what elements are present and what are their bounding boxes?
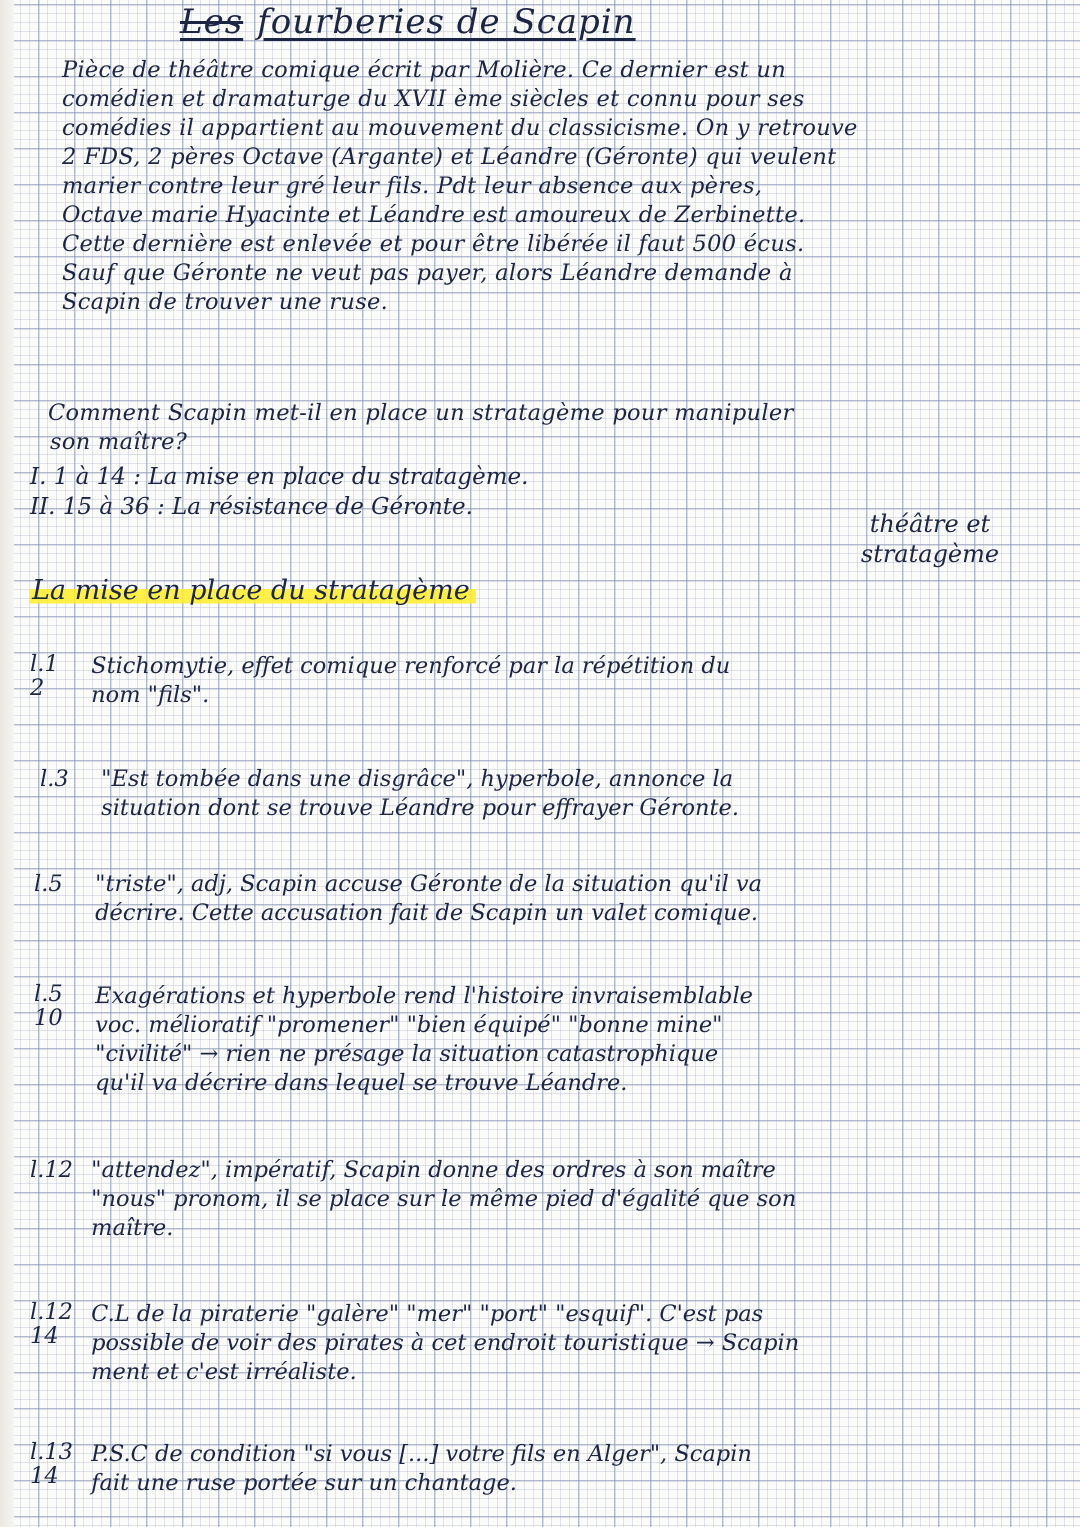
problematique-line: son maître? (50, 429, 188, 455)
entry-body (101, 765, 739, 823)
intro-paragraph (62, 56, 1052, 317)
entry-body (95, 982, 753, 1098)
problematique-line: Comment Scapin met-il en place un stratagème pour manipuler (48, 400, 794, 426)
line-reference: l.1 2 (30, 651, 59, 701)
section-heading-highlight: La mise en place du stratagème (30, 575, 476, 606)
page-margin (0, 0, 14, 1527)
entry-line: Stichomytie, effet comique renforcé par la répétition du (91, 653, 731, 679)
entry-line: Exagérations et hyperbole rend l'histoire invraisemblable (95, 983, 753, 1009)
outline-item: II. 15 à 36 : La résistance de Géronte. (30, 494, 473, 520)
analysis-entry (34, 870, 1050, 928)
intro-line: comédies il appartient au mouvement du classicisme. On y retrouve (62, 115, 858, 141)
intro-line: comédien et dramaturge du XVII ème siècles et connu pour ses (62, 86, 805, 112)
entry-line: voc. mélioratif "promener" "bien équipé" "bonne mine" (95, 1012, 723, 1038)
analysis-entry (30, 1440, 1050, 1498)
entry-body (91, 652, 730, 710)
analysis-entry (30, 652, 1050, 710)
entry-body (91, 1300, 799, 1387)
intro-line: Sauf que Géronte ne veut pas payer, alors Léandre demande à (62, 260, 793, 286)
entry-line: "civilité" → rien ne présage la situation catastrophique (95, 1041, 719, 1067)
entry-line: "attendez", impératif, Scapin donne des ordres à son maître (91, 1157, 776, 1183)
entry-body (95, 870, 762, 928)
analysis-entry (30, 1156, 1050, 1243)
intro-line: 2 FDS, 2 pères Octave (Argante) et Léandre (Géronte) qui veulent (62, 144, 837, 170)
entry-line: nom "fils". (91, 682, 210, 708)
side-note (820, 509, 1040, 569)
entry-line: "nous" pronom, il se place sur le même pied d'égalité que son (91, 1186, 797, 1212)
line-reference: l.12 (30, 1157, 73, 1183)
plan-outline (30, 462, 790, 522)
intro-line: marier contre leur gré leur fils. Pdt leur absence aux pères, (62, 173, 763, 199)
problematique (48, 399, 1048, 457)
page-title (180, 0, 780, 44)
entry-line: décrire. Cette accusation fait de Scapin un valet comique. (95, 900, 759, 926)
entry-line: fait une ruse portée sur un chantage. (91, 1470, 517, 1496)
line-reference: l.5 (34, 871, 63, 897)
intro-line: Scapin de trouver une ruse. (62, 289, 389, 315)
line-reference: l.13 14 (30, 1439, 73, 1489)
entry-line: "Est tombée dans une disgrâce", hyperbole, annonce la (101, 766, 734, 792)
entry-line: C.L de la piraterie "galère" "mer" "port" "esquif". C'est pas (91, 1301, 764, 1327)
title-scribble: Les (180, 2, 244, 42)
line-reference: l.3 (40, 766, 69, 792)
side-note-line: stratagème (860, 540, 1000, 568)
analysis-entry (34, 982, 1050, 1098)
entry-line: P.S.C de condition "si vous [...] votre fils en Alger", Scapin (91, 1441, 752, 1467)
intro-line: Pièce de théâtre comique écrit par Molière. Ce dernier est un (62, 57, 787, 83)
line-reference: l.5 10 (34, 981, 63, 1031)
entry-line: maître. (91, 1215, 174, 1241)
entry-body (91, 1156, 796, 1243)
entry-line: "triste", adj, Scapin accuse Géronte de la situation qu'il va (95, 871, 763, 897)
outline-item: I. 1 à 14 : La mise en place du stratagème. (30, 464, 529, 490)
title-text: fourberies de Scapin (257, 2, 636, 42)
entry-line: qu'il va décrire dans lequel se trouve Léandre. (95, 1070, 628, 1096)
line-reference: l.12 14 (30, 1299, 73, 1349)
entry-body (91, 1440, 752, 1498)
analysis-entry (40, 765, 1050, 823)
intro-line: Octave marie Hyacinte et Léandre est amoureux de Zerbinette. (62, 202, 806, 228)
section-heading (30, 573, 476, 609)
side-note-line: théâtre et (869, 510, 991, 538)
intro-line: Cette dernière est enlevée et pour être libérée il faut 500 écus. (62, 231, 805, 257)
entry-line: ment et c'est irréaliste. (91, 1359, 357, 1385)
entry-line: situation dont se trouve Léandre pour effrayer Géronte. (101, 795, 740, 821)
entry-line: possible de voir des pirates à cet endroit touristique → Scapin (91, 1330, 800, 1356)
analysis-entry (30, 1300, 1050, 1387)
